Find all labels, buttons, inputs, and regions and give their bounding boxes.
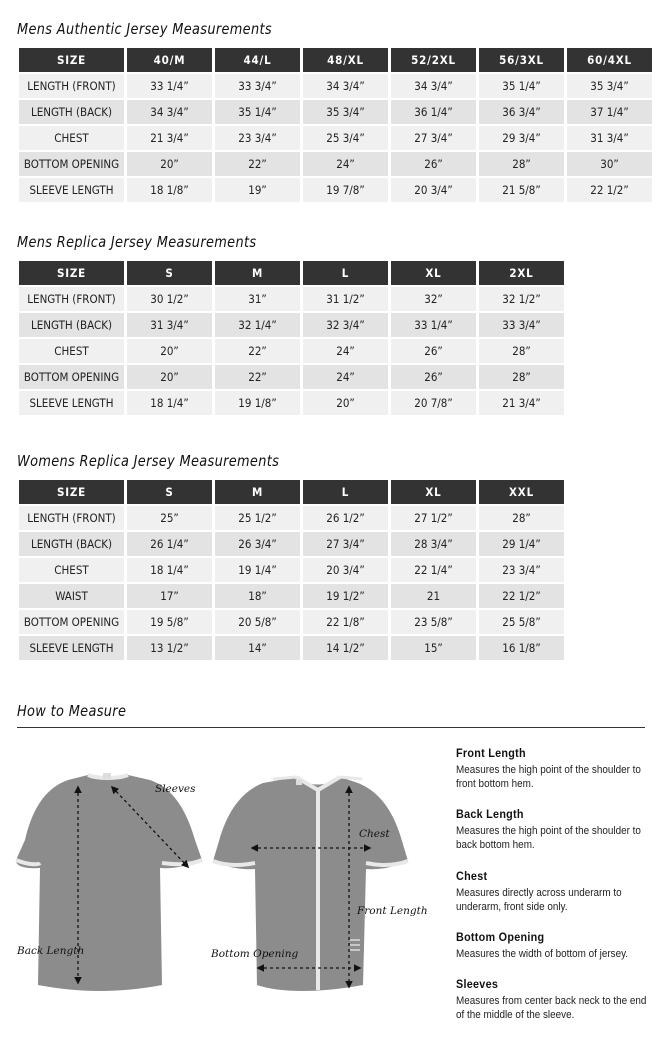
- table-row: [19, 584, 564, 608]
- measure-legend-front-length: [456, 746, 656, 791]
- header-cell: L: [303, 480, 388, 504]
- row-label: CHEST: [19, 558, 124, 582]
- table-cell: 33 1/4”: [127, 74, 212, 98]
- table-header-row: [19, 48, 652, 72]
- legend-title: Front Length: [456, 746, 526, 760]
- table-row: [19, 152, 652, 176]
- legend-title: Bottom Opening: [456, 930, 545, 944]
- table-cell: 23 3/4”: [215, 126, 300, 150]
- table-cell: 25 3/4”: [303, 126, 388, 150]
- table-cell: 19 1/8”: [215, 391, 300, 415]
- table-cell: 22”: [215, 365, 300, 389]
- mens-replica-table: [16, 259, 567, 417]
- label-front-length: Front Length: [357, 905, 428, 917]
- legend-title: Sleeves: [456, 977, 499, 991]
- row-label: BOTTOM OPENING: [19, 610, 124, 634]
- measure-legend-back-length: [456, 807, 656, 852]
- table-cell: 32 1/2”: [479, 287, 564, 311]
- table-cell: 28 3/4”: [391, 532, 476, 556]
- table-row: [19, 178, 652, 202]
- table-header-row: [19, 480, 564, 504]
- header-cell: 52/2XL: [391, 48, 476, 72]
- header-cell: S: [127, 261, 212, 285]
- table-cell: 32”: [391, 287, 476, 311]
- table-row: [19, 100, 652, 124]
- table-cell: 37 1/4”: [567, 100, 652, 124]
- table-row: [19, 610, 564, 634]
- legend-desc: Measures the high point of the shoulder to back bottom hem.: [456, 825, 641, 851]
- row-label: CHEST: [19, 339, 124, 363]
- label-chest: Chest: [359, 828, 390, 840]
- table-cell: 26”: [391, 152, 476, 176]
- table-row: [19, 506, 564, 530]
- row-label: LENGTH (FRONT): [19, 506, 124, 530]
- table-cell: 20 3/4”: [303, 558, 388, 582]
- legend-desc: Measures the high point of the shoulder to front bottom hem.: [456, 764, 641, 790]
- table-cell: 27 3/4”: [391, 126, 476, 150]
- table-cell: 18 1/4”: [127, 558, 212, 582]
- womens-replica-table: [16, 478, 567, 662]
- row-label: LENGTH (BACK): [19, 532, 124, 556]
- table-cell: 28”: [479, 152, 564, 176]
- header-cell: SIZE: [19, 48, 124, 72]
- table-cell: 27 1/2”: [391, 506, 476, 530]
- table-cell: 22 1/2”: [479, 584, 564, 608]
- table-cell: 35 3/4”: [303, 100, 388, 124]
- header-cell: 48/XL: [303, 48, 388, 72]
- table-cell: 34 3/4”: [303, 74, 388, 98]
- table-cell: 21: [391, 584, 476, 608]
- table-cell: 21 5/8”: [479, 178, 564, 202]
- table-cell: 20”: [127, 365, 212, 389]
- table-cell: 13 1/2”: [127, 636, 212, 660]
- header-cell: 44/L: [215, 48, 300, 72]
- table-cell: 18 1/4”: [127, 391, 212, 415]
- table-row: [19, 532, 564, 556]
- table-cell: 22”: [215, 339, 300, 363]
- section-divider: [17, 727, 645, 728]
- table-cell: 22 1/8”: [303, 610, 388, 634]
- table-cell: 31”: [215, 287, 300, 311]
- table-cell: 30”: [567, 152, 652, 176]
- mens-replica-title: Mens Replica Jersey Measurements: [17, 233, 257, 251]
- measure-legend-chest: [456, 869, 656, 914]
- row-label: BOTTOM OPENING: [19, 152, 124, 176]
- legend-desc: Measures directly across underarm to underarm, front side only.: [456, 887, 622, 913]
- legend-desc: Measures from center back neck to the end of the middle of the sleeve.: [456, 995, 647, 1021]
- table-header-row: [19, 261, 564, 285]
- table-row: [19, 313, 564, 337]
- measure-legend-bottom-opening: [456, 930, 656, 961]
- table-cell: 20”: [127, 339, 212, 363]
- table-row: [19, 126, 652, 150]
- table-cell: 21 3/4”: [479, 391, 564, 415]
- table-cell: 31 3/4”: [127, 313, 212, 337]
- table-cell: 20 3/4”: [391, 178, 476, 202]
- row-label: LENGTH (BACK): [19, 100, 124, 124]
- table-cell: 21 3/4”: [127, 126, 212, 150]
- table-cell: 32 3/4”: [303, 313, 388, 337]
- table-row: [19, 365, 564, 389]
- table-cell: 19 5/8”: [127, 610, 212, 634]
- header-cell: M: [215, 480, 300, 504]
- header-cell: XXL: [479, 480, 564, 504]
- header-cell: XL: [391, 261, 476, 285]
- table-cell: 35 1/4”: [215, 100, 300, 124]
- womens-replica-title: Womens Replica Jersey Measurements: [17, 452, 280, 470]
- row-label: BOTTOM OPENING: [19, 365, 124, 389]
- row-label: SLEEVE LENGTH: [19, 178, 124, 202]
- table-cell: 20”: [127, 152, 212, 176]
- row-label: LENGTH (FRONT): [19, 287, 124, 311]
- row-label: LENGTH (BACK): [19, 313, 124, 337]
- measure-legend-sleeves: [456, 977, 656, 1022]
- table-cell: 17”: [127, 584, 212, 608]
- table-cell: 16 1/8”: [479, 636, 564, 660]
- label-sleeves: Sleeves: [155, 783, 196, 795]
- legend-title: Back Length: [456, 807, 524, 821]
- row-label: LENGTH (FRONT): [19, 74, 124, 98]
- table-cell: 33 3/4”: [215, 74, 300, 98]
- table-cell: 35 1/4”: [479, 74, 564, 98]
- table-cell: 32 1/4”: [215, 313, 300, 337]
- table-cell: 25”: [127, 506, 212, 530]
- table-row: [19, 74, 652, 98]
- table-cell: 36 3/4”: [479, 100, 564, 124]
- row-label: SLEEVE LENGTH: [19, 636, 124, 660]
- legend-desc: Measures the width of bottom of jersey.: [456, 948, 629, 960]
- table-cell: 26 3/4”: [215, 532, 300, 556]
- header-cell: 60/4XL: [567, 48, 652, 72]
- table-row: [19, 339, 564, 363]
- table-cell: 26”: [391, 365, 476, 389]
- table-cell: 35 3/4”: [567, 74, 652, 98]
- table-cell: 19 7/8”: [303, 178, 388, 202]
- table-cell: 19 1/2”: [303, 584, 388, 608]
- table-cell: 33 1/4”: [391, 313, 476, 337]
- row-label: CHEST: [19, 126, 124, 150]
- table-cell: 34 3/4”: [391, 74, 476, 98]
- table-row: [19, 287, 564, 311]
- header-cell: S: [127, 480, 212, 504]
- table-cell: 20 5/8”: [215, 610, 300, 634]
- mens-authentic-title: Mens Authentic Jersey Measurements: [17, 20, 272, 38]
- table-cell: 28”: [479, 506, 564, 530]
- table-cell: 33 3/4”: [479, 313, 564, 337]
- table-cell: 18”: [215, 584, 300, 608]
- table-cell: 30 1/2”: [127, 287, 212, 311]
- label-back-length: Back Length: [17, 945, 85, 957]
- header-cell: XL: [391, 480, 476, 504]
- table-cell: 22 1/4”: [391, 558, 476, 582]
- header-cell: SIZE: [19, 261, 124, 285]
- table-cell: 29 3/4”: [479, 126, 564, 150]
- table-row: [19, 558, 564, 582]
- table-cell: 26 1/2”: [303, 506, 388, 530]
- table-cell: 24”: [303, 339, 388, 363]
- header-cell: M: [215, 261, 300, 285]
- header-cell: 40/M: [127, 48, 212, 72]
- table-cell: 15”: [391, 636, 476, 660]
- table-cell: 36 1/4”: [391, 100, 476, 124]
- table-cell: 26”: [391, 339, 476, 363]
- table-cell: 25 5/8”: [479, 610, 564, 634]
- table-cell: 19”: [215, 178, 300, 202]
- table-cell: 24”: [303, 365, 388, 389]
- table-cell: 29 1/4”: [479, 532, 564, 556]
- mens-authentic-table: [16, 46, 655, 204]
- table-cell: 23 5/8”: [391, 610, 476, 634]
- table-cell: 31 3/4”: [567, 126, 652, 150]
- table-cell: 25 1/2”: [215, 506, 300, 530]
- table-cell: 22”: [215, 152, 300, 176]
- header-cell: SIZE: [19, 480, 124, 504]
- table-row: [19, 636, 564, 660]
- table-cell: 26 1/4”: [127, 532, 212, 556]
- table-cell: 28”: [479, 339, 564, 363]
- header-cell: 56/3XL: [479, 48, 564, 72]
- table-cell: 23 3/4”: [479, 558, 564, 582]
- table-cell: 19 1/4”: [215, 558, 300, 582]
- table-cell: 27 3/4”: [303, 532, 388, 556]
- legend-title: Chest: [456, 869, 488, 883]
- header-cell: 2XL: [479, 261, 564, 285]
- row-label: SLEEVE LENGTH: [19, 391, 124, 415]
- table-row: [19, 391, 564, 415]
- label-bottom-opening: Bottom Opening: [211, 948, 299, 960]
- table-cell: 18 1/8”: [127, 178, 212, 202]
- how-to-measure-title: How to Measure: [17, 702, 127, 720]
- jersey-diagram: [0, 735, 440, 1035]
- table-cell: 24”: [303, 152, 388, 176]
- table-cell: 22 1/2”: [567, 178, 652, 202]
- table-cell: 14 1/2”: [303, 636, 388, 660]
- table-cell: 20 7/8”: [391, 391, 476, 415]
- table-cell: 14”: [215, 636, 300, 660]
- row-label: WAIST: [19, 584, 124, 608]
- table-cell: 20”: [303, 391, 388, 415]
- table-cell: 31 1/2”: [303, 287, 388, 311]
- table-cell: 34 3/4”: [127, 100, 212, 124]
- header-cell: L: [303, 261, 388, 285]
- table-cell: 28”: [479, 365, 564, 389]
- back-jersey-illustration: [16, 773, 202, 991]
